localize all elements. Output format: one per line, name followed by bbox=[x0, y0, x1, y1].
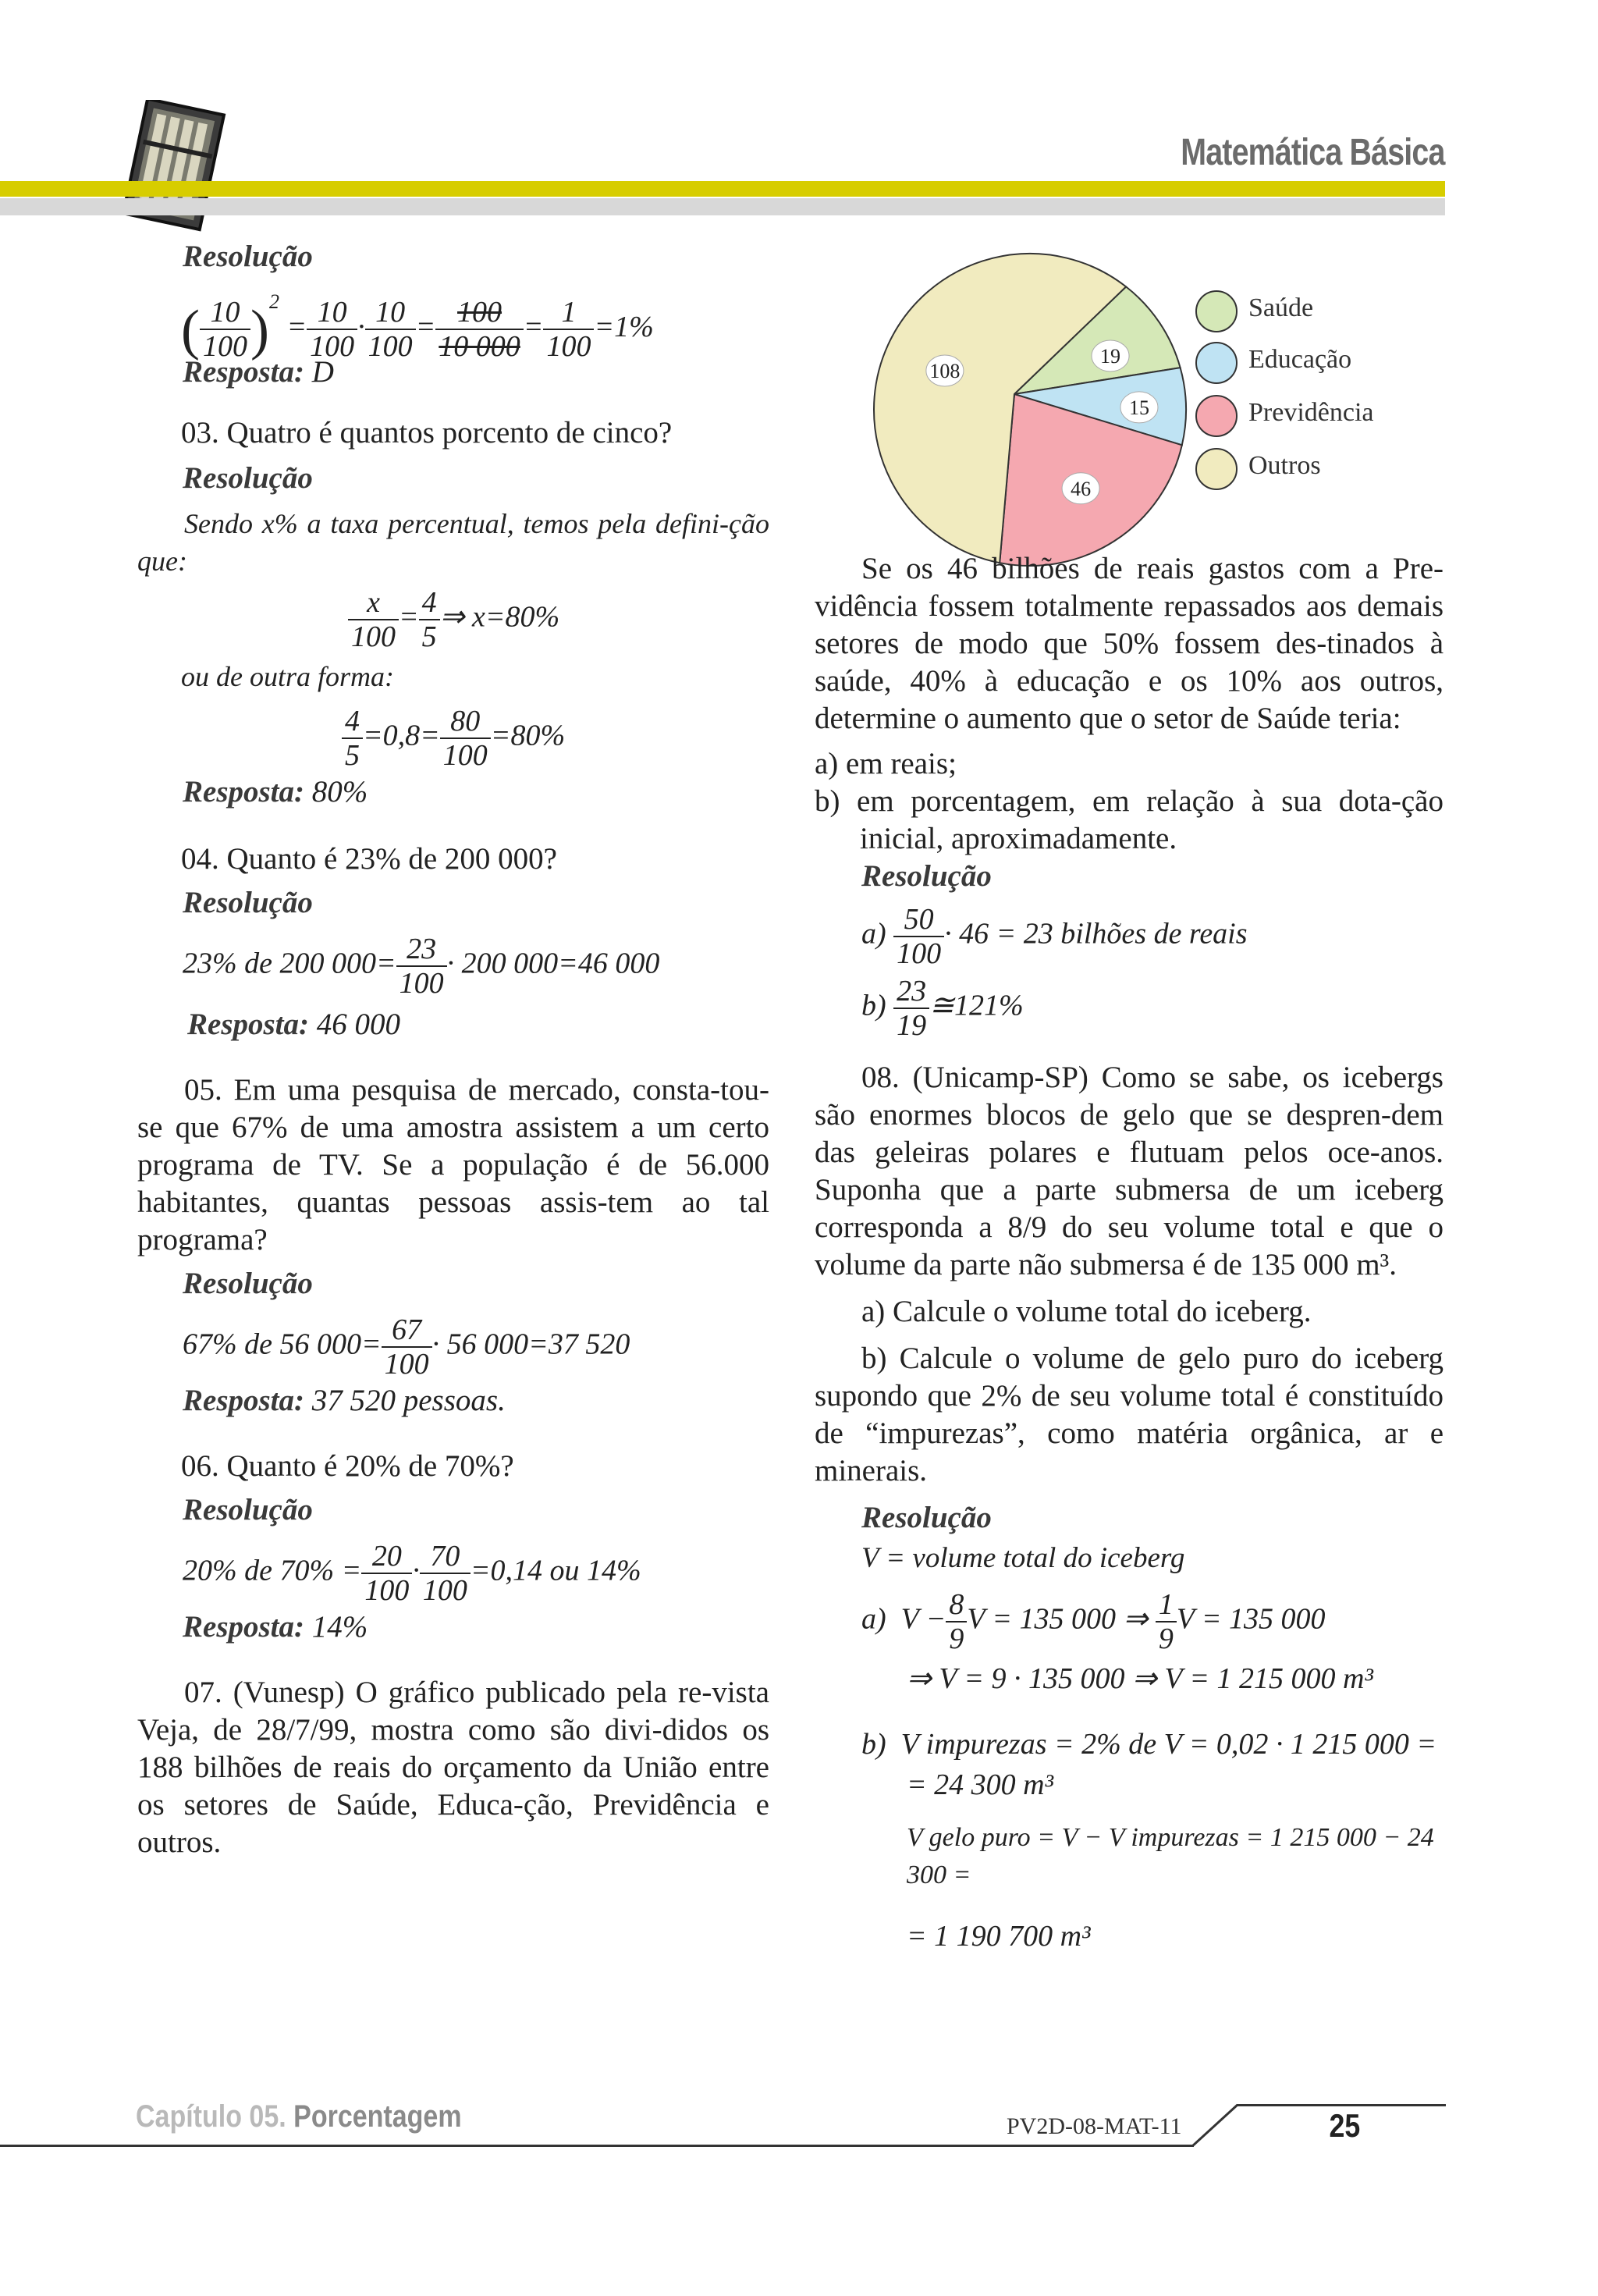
q08-solution-a-line2: ⇒ V = 9 · 135 000 ⇒ V = 1 215 000 m³ bbox=[907, 1662, 1373, 1695]
resolucao-heading: Resolução bbox=[183, 886, 313, 919]
legend-dot-saude bbox=[1195, 290, 1238, 332]
pie-label-3: 108 bbox=[929, 360, 961, 383]
question-03: 03. Quatro é quantos porcento de cinco? bbox=[181, 416, 673, 450]
header-yellow-bar bbox=[0, 181, 1445, 197]
resposta-6: Resposta: 14% bbox=[183, 1610, 368, 1644]
question-04: 04. Quanto é 23% de 200 000? bbox=[181, 842, 557, 876]
footer-code: PV2D-08-MAT-11 bbox=[1007, 2113, 1182, 2139]
legend-label-educacao: Educação bbox=[1248, 345, 1352, 374]
q07-text: Se os 46 bilhões de reais gastos com a Pre-vidência fossem totalmente repassados aos demais setores de modo que 50% fossem des-tinados à saúde, 40% à educação e os 10% aos outros, determine o aumento que o setor de Saúde teria: bbox=[815, 552, 1444, 735]
q05-equation: 67% de 56 000= $\frac{67}{100}$ · 56 000=37 520 bbox=[183, 1313, 630, 1381]
footer-rule bbox=[0, 2145, 1194, 2147]
legend-dot-previdencia bbox=[1195, 395, 1238, 437]
question-08: 08. (Unicamp-SP) Como se sabe, os icebergs são enormes blocos de gelo que se despren-dem das geleiras polares e flutuam pelos oce-anos. Suponha que a parte submersa de um iceberg corresponda a 8/9 do seu volume total e que o volume da parte não submersa é de 135 000 m³. bbox=[815, 1061, 1444, 1281]
pie-chart bbox=[866, 246, 1194, 574]
resposta-5: Resposta: 37 520 pessoas. bbox=[183, 1384, 506, 1417]
q03-equation-b: $\frac{4}{5}$ =0,8= $\frac{80}{100}$ =80% bbox=[342, 705, 769, 772]
q03-equation-a: $\frac{x}{100}$ = $\frac{4}{5}$ ⇒ x=80% bbox=[348, 586, 769, 653]
q04-equation: 23% de 200 000= $\frac{23}{100}$ · 200 000=46 000 bbox=[183, 933, 660, 1000]
q08-item-b: b) Calcule o volume de gelo puro do iceberg supondo que 2% de seu volume total é constituído de “impurezas”, como matéria orgânica, ar e minerais. bbox=[815, 1342, 1444, 1487]
footer-rule-right bbox=[1237, 2104, 1446, 2106]
q07-item-b: b) em porcentagem, em relação à sua dota-ção inicial, aproximadamente. bbox=[815, 784, 1444, 855]
resolucao-heading: Resolução bbox=[183, 461, 313, 495]
footer-chapter: Capítulo 05. Porcentagem bbox=[136, 2099, 462, 2134]
legend-label-previdencia: Previdência bbox=[1248, 398, 1374, 427]
resolucao-heading: Resolução bbox=[183, 1267, 313, 1300]
q03-intro: Sendo x% a taxa percentual, temos pela defini-ção que: bbox=[137, 508, 769, 577]
v-definition: V = volume total do iceberg bbox=[861, 1542, 1185, 1574]
legend-label-saude: Saúde bbox=[1248, 293, 1314, 322]
equation-1: ( $\frac{10}{100}$ )$^2$ = $\frac{10}{100}$ · $\frac{10}{100}$ = $\frac{100}{10 000}$ = $\frac{1}{100}$ =1% bbox=[181, 290, 654, 364]
q08-solution-a-line1: a) V − $\frac{8}{9}$ V = 135 000 ⇒ $\frac{1}{9}$ V = 135 000 bbox=[861, 1588, 1326, 1655]
q06-equation: 20% de 70% = $\frac{20}{100}$ · $\frac{70}{100}$ =0,14 ou 14% bbox=[183, 1540, 641, 1607]
header-title: Matemática Básica bbox=[1181, 132, 1445, 173]
q08-solution-b-line4: = 1 190 700 m³ bbox=[907, 1920, 1091, 1953]
legend-dot-educacao bbox=[1195, 342, 1238, 384]
q08-solution-b-line1: b) V impurezas = 2% de V = 0,02 · 1 215 000 = bbox=[861, 1728, 1436, 1761]
right-column bbox=[815, 550, 1444, 1955]
pie-label-0: 19 bbox=[1100, 345, 1121, 368]
q08-solution-b-line3: V gelo puro = V − V impurezas = 1 215 000 − 24 300 = bbox=[907, 1823, 1434, 1889]
question-06: 06. Quanto é 20% de 70%? bbox=[181, 1449, 514, 1483]
pie-label-1: 15 bbox=[1128, 396, 1149, 419]
resolucao-heading: Resolução bbox=[861, 859, 992, 893]
question-05: 05. Em uma pesquisa de mercado, consta-tou-se que 67% de uma amostra assistem a um certo programa de TV. Se a população é de 56.000 habitantes, quantas pessoas assis-tem ao tal programa? bbox=[137, 1073, 769, 1256]
question-07: 07. (Vunesp) O gráfico publicado pela re-vista Veja, de 28/7/99, mostra como são divi-didos os 188 bilhões de reais do orçamento da União entre os setores de Saúde, Educa-ção, Previdência e outros. bbox=[137, 1676, 769, 1859]
q07-item-a: a) em reais; bbox=[815, 747, 957, 780]
header-gray-bar bbox=[0, 198, 1445, 215]
pie-label-2: 46 bbox=[1071, 477, 1092, 500]
q07-solution-a: a) $\frac{50}{100}$ · 46 = 23 bilhões de reais bbox=[861, 903, 1248, 970]
resposta-1: Resposta: D bbox=[183, 355, 334, 389]
q07-solution-b: b) $\frac{23}{19}$ ≅121% bbox=[861, 975, 1024, 1042]
resolucao-heading: Resolução bbox=[183, 240, 313, 273]
footer-rule-slant bbox=[1192, 2102, 1239, 2149]
left-column bbox=[137, 238, 769, 1861]
page-number: 25 bbox=[1329, 2107, 1361, 2144]
q08-item-a: a) Calcule o volume total do iceberg. bbox=[861, 1295, 1312, 1328]
q03-other: ou de outra forma: bbox=[181, 661, 394, 692]
q08-solution-b-line2: = 24 300 m³ bbox=[907, 1768, 1053, 1801]
legend-label-outros: Outros bbox=[1248, 451, 1321, 480]
legend-dot-outros bbox=[1195, 448, 1238, 490]
resposta-3: Resposta: 80% bbox=[183, 775, 368, 809]
resposta-4: Resposta: 46 000 bbox=[187, 1008, 400, 1041]
resolucao-heading: Resolução bbox=[183, 1493, 313, 1527]
resolucao-heading: Resolução bbox=[861, 1501, 992, 1534]
